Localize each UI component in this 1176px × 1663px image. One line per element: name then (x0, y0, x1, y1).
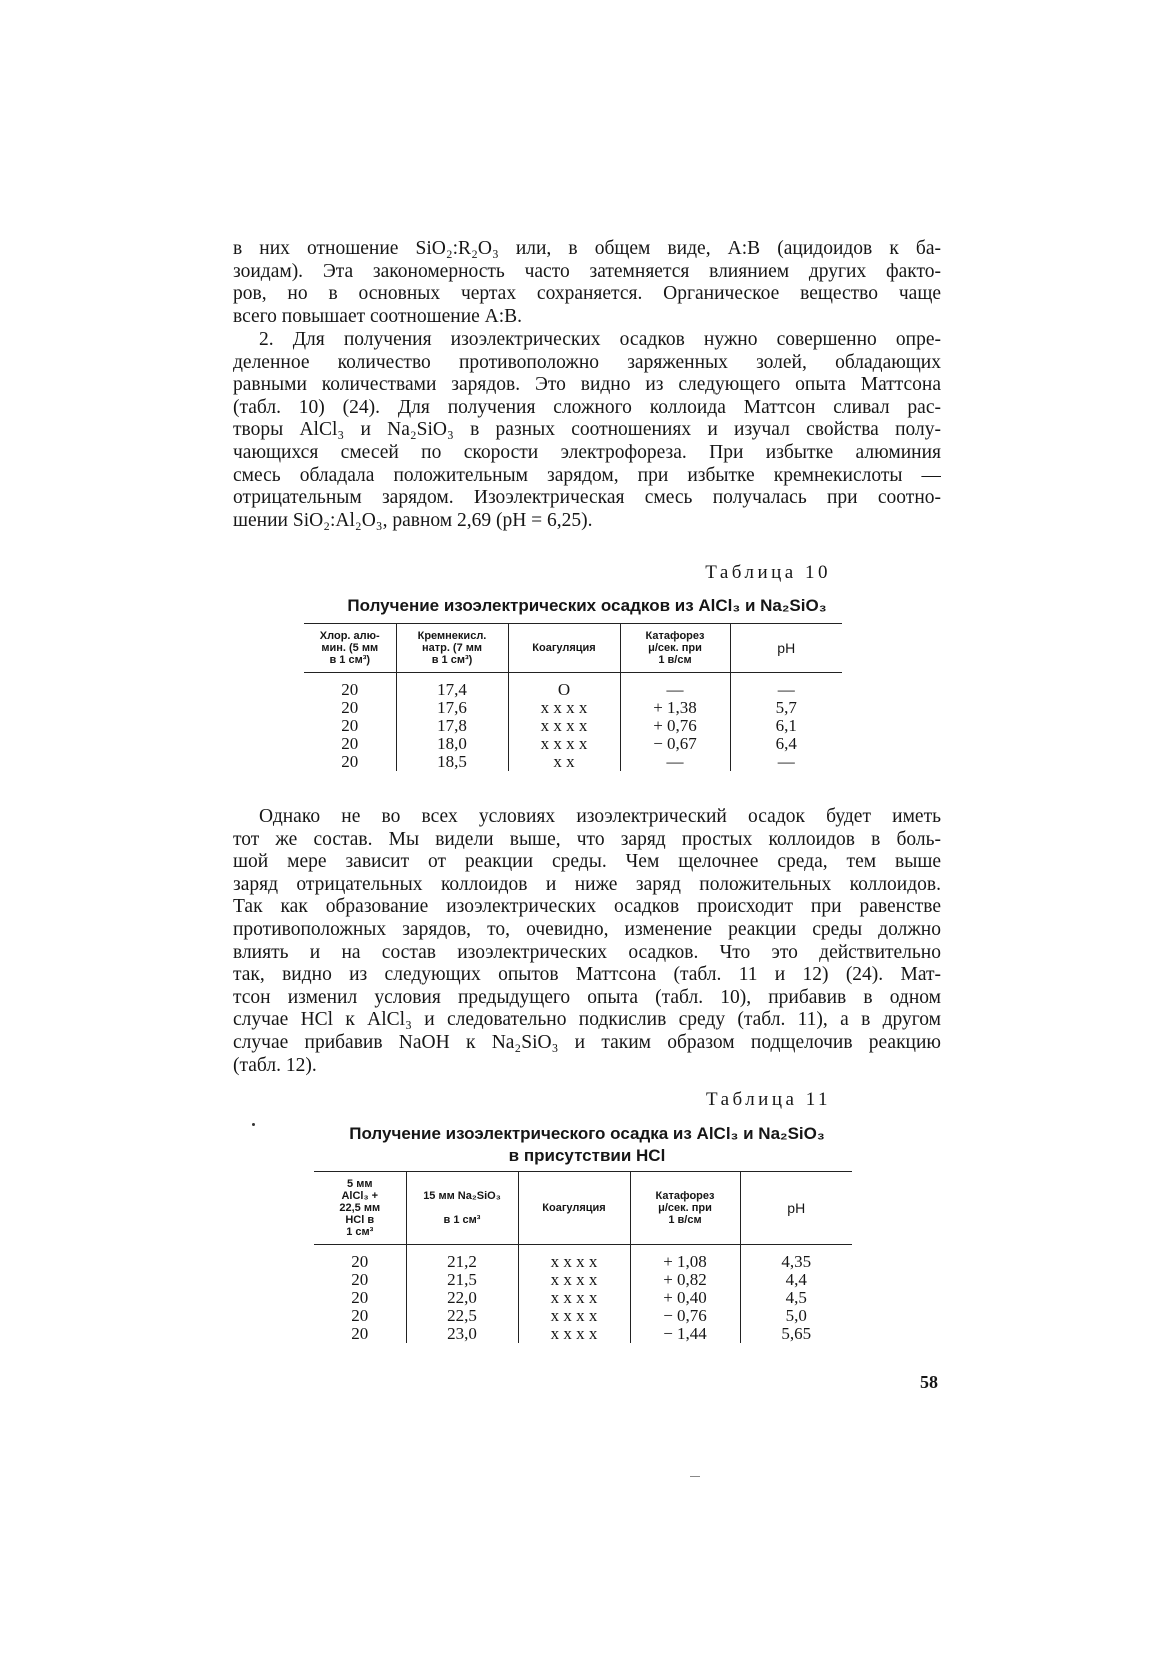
table-cell: x x x x (518, 1253, 630, 1271)
table-cell: 17,8 (396, 717, 508, 735)
table-cell: 21,2 (406, 1253, 518, 1271)
table-cell: 20 (341, 734, 359, 753)
table-cell: 4,4 (740, 1271, 852, 1289)
table-cell: 18,0 (396, 735, 508, 753)
table-row (304, 699, 842, 717)
text-line: влиять и на состав изоэлектрических осадков. Что это действительно (233, 941, 941, 963)
table-cell: 20 (341, 680, 359, 699)
table-10-title: Получение изоэлектрических осадков из AlCl₃ и Na₂SiO₃ (347, 596, 827, 615)
column-header: pH (730, 624, 842, 673)
text-line: (табл. 12). (233, 1054, 317, 1076)
table-row (314, 1253, 852, 1271)
table-cell: x x x x (508, 717, 620, 735)
table-cell: x x x x (518, 1307, 630, 1325)
column-header: 5 мм AlCl₃ + 22,5 мм HCl в 1 см³ (314, 1172, 406, 1245)
text-line: творы AlCl₃ и Na₂SiO₃ в разных соотношениях и изучал свойства полу- (233, 419, 941, 441)
table-cell: 4,35 (740, 1253, 852, 1271)
table-cell: − 1,44 (630, 1325, 740, 1343)
table-cell: 4,5 (740, 1289, 852, 1307)
table-cell: 20 (341, 752, 359, 771)
text-line: случае прибавив NaOH к Na₂SiO₃ и таким образом подщелочив реакцию (233, 1031, 941, 1053)
table-row (314, 1289, 852, 1307)
text-line: шении SiO₂:Al₂O₃, равном 2,69 (pH = 6,25). (233, 509, 593, 531)
table-cell: x x x x (508, 735, 620, 753)
text-line: противоположных зарядов, то, очевидно, изменение реакции среды должно (233, 918, 941, 940)
text-line: шой мере зависит от реакции среды. Чем щелочнее среда, тем выше (233, 851, 941, 873)
paragraph-3 (233, 806, 941, 1077)
table-cell: x x x x (518, 1271, 630, 1289)
column-header: Хлор. алю- мин. (5 мм в 1 см³) (304, 624, 396, 673)
table-cell: + 1,08 (630, 1253, 740, 1271)
scan-speck (252, 1123, 255, 1126)
table-11-caption: Таблица 11 (705, 1089, 831, 1110)
column-header: 15 мм Na₂SiO₃ в 1 см³ (406, 1172, 518, 1245)
table-cell: 17,4 (396, 681, 508, 699)
column-header: Катафорез μ/сек. при 1 в/см (620, 624, 730, 673)
table-row (304, 717, 842, 735)
table-row (314, 1325, 852, 1343)
text-line: тсон изменил условия предыдущего опыта (табл. 10), прибавив в одном (233, 986, 941, 1008)
text-line: зоидам). Эта закономерность часто затемняется влиянием других факто- (233, 260, 941, 282)
table-10-caption: Таблица 10 (705, 562, 831, 583)
table-cell: 20 (351, 1252, 369, 1271)
text-line: отрицательным зарядом. Изоэлектрическая смесь получалась при соотно- (233, 487, 941, 509)
table-cell: x x x x (518, 1289, 630, 1307)
table-cell: 18,5 (396, 753, 508, 771)
text-line: случае HCl к AlCl₃ и следовательно подкислив среду (табл. 11), а в другом (233, 1009, 941, 1031)
text-line: тот же состав. Мы видели выше, что заряд простых коллоидов в боль- (233, 828, 941, 850)
table-cell: 22,5 (406, 1307, 518, 1325)
table-cell: 6,1 (730, 717, 842, 735)
table-cell: + 0,40 (630, 1289, 740, 1307)
table-cell: 20 (351, 1306, 369, 1325)
table-cell: — (730, 753, 842, 771)
text-line: Так как образование изоэлектрических осадков происходит при равенстве (233, 896, 941, 918)
table-cell: 5,7 (730, 699, 842, 717)
table-cell: + 0,76 (620, 717, 730, 735)
table-cell: 21,5 (406, 1271, 518, 1289)
table-11-title (233, 1123, 941, 1167)
text-line: всего повышает соотношение A:B. (233, 305, 523, 327)
table-cell: x x x x (508, 699, 620, 717)
table-cell: 23,0 (406, 1325, 518, 1343)
column-header: pH (740, 1172, 852, 1245)
table-cell: 20 (351, 1288, 369, 1307)
text-line: в них отношение SiO₂:R₂O₃ или, в общем виде, A:B (ацидоидов к ба- (233, 238, 941, 259)
table-cell: — (620, 753, 730, 771)
table-cell: − 0,67 (620, 735, 730, 753)
text-line: так, видно из следующих опытов Маттсона (табл. 11 и 12) (24). Мат- (233, 964, 941, 986)
table-cell: 20 (351, 1270, 369, 1289)
paragraph-2 (233, 329, 941, 532)
table-11-title-line-2: в присутствии HCl (508, 1146, 666, 1165)
column-header: Катафорез μ/сек. при 1 в/см (630, 1172, 740, 1245)
scan-dash (690, 1476, 700, 1477)
table-cell: 17,6 (396, 699, 508, 717)
table-cell: 20 (341, 716, 359, 735)
table-cell: — (730, 681, 842, 699)
table-cell: O (508, 681, 620, 699)
table-row (304, 681, 842, 699)
text-line: 2. Для получения изоэлектрических осадков нужно совершенно опре- (259, 329, 941, 350)
column-header: Кремнекисл. натр. (7 мм в 1 см³) (396, 624, 508, 673)
table-cell: + 1,38 (620, 699, 730, 717)
table-cell: 20 (351, 1324, 369, 1343)
column-header: Коагуляция (518, 1172, 630, 1245)
table-11 (314, 1171, 852, 1343)
text-line: (табл. 10) (24). Для получения сложного коллоида Маттсон сливал рас- (233, 396, 941, 418)
table-cell: — (620, 681, 730, 699)
table-cell: 6,4 (730, 735, 842, 753)
text-line: заряд отрицательных коллоидов и ниже заряд положительных коллоидов. (233, 873, 941, 895)
table-cell: + 0,82 (630, 1271, 740, 1289)
page-number: 58 (920, 1372, 938, 1392)
table-cell: x x x x (518, 1325, 630, 1343)
table-cell: 5,0 (740, 1307, 852, 1325)
table-11-title-line-1: Получение изоэлектрического осадка из AlCl₃ и Na₂SiO₃ (349, 1124, 825, 1143)
text-line: чающихся смесей по скорости электрофореза. При избытке алюминия (233, 441, 941, 463)
table-cell: 5,65 (740, 1325, 852, 1343)
table-cell: − 0,76 (630, 1307, 740, 1325)
text-line: равными количествами зарядов. Это видно из следующего опыта Маттсона (233, 374, 941, 396)
table-cell: 22,0 (406, 1289, 518, 1307)
table-row (314, 1271, 852, 1289)
table-cell: x x (508, 753, 620, 771)
table-cell: 20 (341, 698, 359, 717)
table-row (304, 735, 842, 753)
text-line: смесь обладала положительным зарядом, при избытке кремнекислоты — (233, 464, 941, 486)
column-header: Коагуляция (508, 624, 620, 673)
text-line: ров, но в основных чертах сохраняется. Органическое вещество чаще (233, 283, 941, 305)
text-line: деленное количество противоположно заряженных золей, обладающих (233, 351, 941, 373)
text-line: Однако не во всех условиях изоэлектрический осадок будет иметь (259, 806, 941, 827)
table-row (304, 753, 842, 771)
table-10 (304, 623, 842, 771)
paragraph-1 (233, 238, 941, 328)
table-row (314, 1307, 852, 1325)
